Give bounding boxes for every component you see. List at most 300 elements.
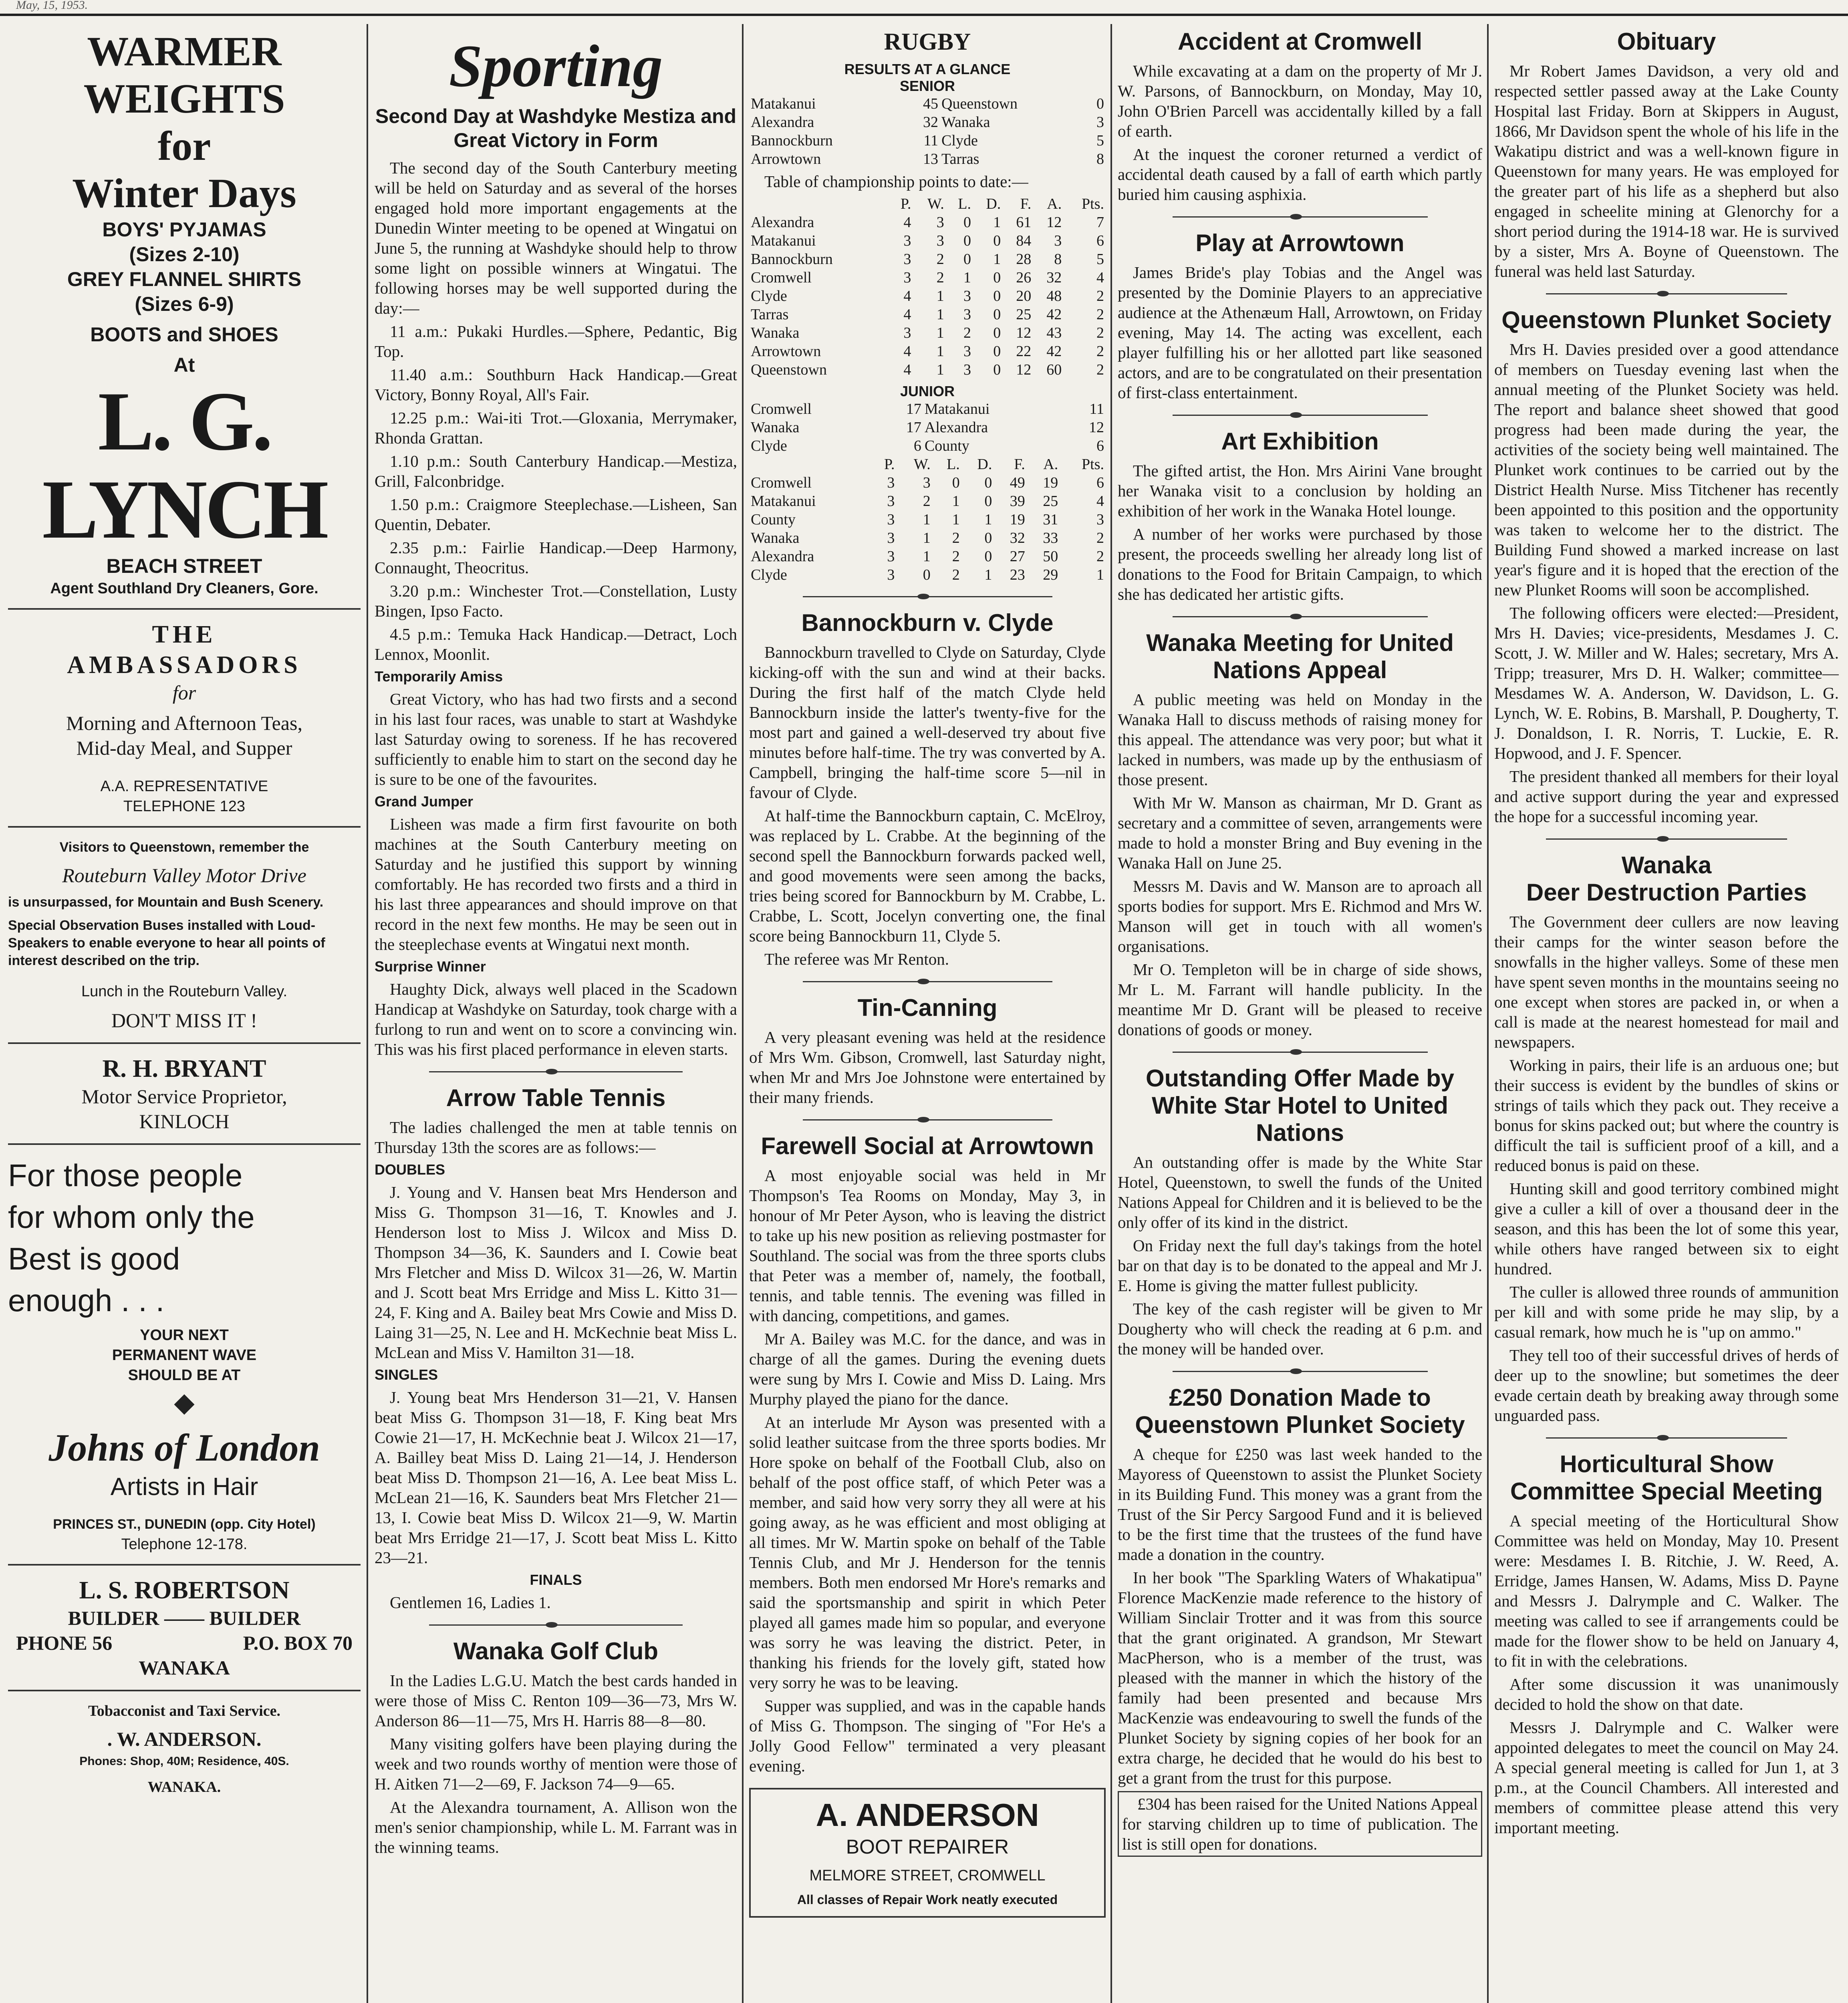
table-cell: Matakanui (751, 95, 816, 112)
table-row (749, 131, 1106, 150)
article-headline: Obituary (1617, 28, 1716, 55)
article-paragraph: Supper was supplied, and was in the capable hands of Miss G. Thompson. The singing of "For He's a Jolly Good Fellow" terminated a very pleasant evening. (749, 1697, 1106, 1775)
article-paragraph: A public meeting was held on Monday in the Wanaka Hall to discuss methods of raising money for this appeal. The attendance was very poor; but what it lacked in numbers, was made up by the enthusiasm of those present. (1118, 690, 1482, 789)
table-cell: 1 (1096, 566, 1104, 583)
ad-line: PRINCES ST., DUNEDIN (opp. City Hotel) (53, 1517, 316, 1532)
ad-warmer-weights (8, 28, 361, 598)
divider (1173, 1052, 1428, 1053)
ad-bryant (8, 1054, 361, 1134)
table-cell: 3 (936, 214, 944, 231)
column-news (1118, 28, 1482, 2003)
table-cell: 29 (1043, 566, 1058, 583)
subheading: Surprise Winner (375, 958, 486, 975)
article-paragraph: Table of championship points to date:— (764, 172, 1028, 191)
article-paragraph: Haughty Dick, always well placed in the Scadown Handicap at Washdyke on Saturday, took charge with a furlong to run and went on to score a convincing win. This was his first placed performance in eleven starts. (375, 980, 737, 1058)
table-header-row (749, 455, 1106, 474)
table-cell: 2 (1096, 306, 1104, 323)
ad-headline: WARMER (87, 28, 282, 75)
divider (1173, 1371, 1428, 1372)
article-paragraph: At the inquest the coroner returned a verdict of accidental death caused by a fall of earth which partly buried him causing asphixia. (1118, 145, 1482, 204)
table-cell: 0 (993, 361, 1001, 378)
table-cell: Cromwell (751, 269, 812, 286)
subheading: DOUBLES (375, 1161, 445, 1178)
ad-line: BOOTS and SHOES (90, 323, 278, 346)
junior-results-table (749, 400, 1106, 455)
table-cell: 6 (1096, 437, 1104, 454)
table-cell: 4 (903, 361, 911, 378)
article-headline: Accident at Cromwell (1177, 28, 1423, 55)
issue-date: May, 15, 1953. (16, 0, 88, 12)
table-header-cell: F. (1014, 456, 1025, 473)
article-paragraph: The gifted artist, the Hon. Mrs Airini Vane brought her Wanaka visit to a conclusion by holding an exhibition of her work in the Wanaka Hotel lounge. (1118, 461, 1482, 520)
article-paragraph: After some discussion it was unanimously decided to hold the show on that date. (1494, 1675, 1839, 1713)
table-row (749, 529, 1106, 547)
column-rule (1487, 24, 1489, 2003)
table-row (749, 474, 1106, 492)
table-cell: Alexandra (751, 548, 814, 565)
table-row (749, 113, 1106, 131)
divider (8, 1690, 361, 1691)
table-cell: 12 (1046, 214, 1062, 231)
ad-routeburn (8, 837, 361, 1033)
ad-line: MELMORE STREET, CROMWELL (809, 1867, 1046, 1884)
ad-w-anderson (8, 1701, 361, 1797)
table-cell: 25 (1016, 306, 1032, 323)
table-cell: 12 (1089, 419, 1104, 436)
divider (8, 1042, 361, 1044)
article-headline: Outstanding Offer Made by White Star Hotel to United Nations (1145, 1065, 1455, 1146)
boxed-notice: £304 has been raised for the United Nations Appeal for starving children up to time of publication. The list is still open for donations. (1118, 1791, 1482, 1857)
table-header-cell: D. (986, 195, 1001, 212)
article-headline: Farewell Social at Arrowtown (761, 1132, 1094, 1159)
section-title-sporting: Sporting (449, 33, 663, 99)
article-paragraph: Gentlemen 16, Ladies 1. (390, 1593, 551, 1612)
table-cell: Alexandra (751, 114, 814, 131)
race-entry: 12.25 p.m.: Wai-iti Trot.—Gloxania, Merrymaker, Rhonda Grattan. (375, 409, 737, 447)
table-cell: 2 (1096, 530, 1104, 546)
table-cell: 6 (1096, 474, 1104, 491)
ad-line: Lunch in the Routeburn Valley. (81, 983, 288, 1000)
table-cell: 3 (963, 288, 971, 304)
column-local (1494, 28, 1839, 2003)
table-cell: 0 (952, 474, 960, 491)
table-cell: Clyde (751, 437, 787, 454)
ad-line: THE (152, 621, 217, 648)
table-cell: 17 (906, 419, 921, 436)
table-cell: 3 (936, 232, 944, 249)
table-row (749, 437, 1106, 455)
table-row (749, 342, 1106, 361)
table-cell: 43 (1046, 324, 1062, 341)
table-row (749, 150, 1106, 168)
table-cell: Queenstown (751, 361, 827, 378)
table-header-cell: A. (1047, 195, 1062, 212)
race-entry: 3.20 p.m.: Winchester Trot.—Constellation, Lusty Bingen, Ipso Facto. (375, 582, 737, 620)
table-cell: Tarras (751, 306, 789, 323)
subheading: JUNIOR (900, 383, 955, 399)
table-cell: County (751, 511, 796, 528)
table-cell: 2 (1096, 361, 1104, 378)
table-cell: 1 (952, 511, 960, 528)
ad-line: Motor Service Proprietor, (81, 1085, 287, 1108)
table-cell: 1 (993, 214, 1001, 231)
race-entry: 11.40 a.m.: Southburn Hack Handicap.—Great Victory, Bonny Royal, All's Fair. (375, 365, 737, 404)
table-cell: 1 (936, 288, 944, 304)
table-cell: 3 (903, 269, 911, 286)
table-cell: 3 (887, 511, 895, 528)
table-cell: 4 (903, 214, 911, 231)
table-cell: 27 (1010, 548, 1025, 565)
ad-headline: A. ANDERSON (816, 1797, 1039, 1833)
table-header-cell (749, 455, 872, 474)
table-row (749, 250, 1106, 268)
table-cell: 2 (952, 566, 960, 583)
table-cell: 1 (984, 566, 992, 583)
divider (8, 826, 361, 828)
article-paragraph: The key of the cash register will be given to Mr Dougherty who will check the reading at 6 p.m. and the money will be handed over. (1118, 1300, 1482, 1358)
table-cell: Alexandra (924, 419, 988, 436)
article-paragraph: Messrs J. Dalrymple and C. Walker were appointed delegates to meet the council on May 24. A special general meeting is called for Jun 1, at 3 p.m., at the Council Chambers. All interested and members of committee please attend this very important meeting. (1494, 1718, 1839, 1837)
table-cell: 23 (1010, 566, 1025, 583)
table-cell: Arrowtown (751, 343, 821, 360)
article-paragraph: On Friday next the full day's takings from the hotel bar on that day is to be donated to the appeal and Mr J. E. Home is giving the matter fullest publicity. (1118, 1236, 1482, 1295)
divider (1546, 1437, 1787, 1439)
divider (429, 1624, 683, 1626)
ad-line: TELEPHONE 123 (123, 798, 246, 815)
table-cell: Clyde (941, 132, 978, 149)
table-cell: 0 (963, 232, 971, 249)
table-cell: 12 (1016, 324, 1032, 341)
table-cell: 19 (1043, 474, 1058, 491)
table-cell: Arrowtown (751, 151, 821, 167)
table-cell: Bannockburn (751, 251, 833, 268)
table-cell: 0 (993, 232, 1001, 249)
table-cell: 28 (1016, 251, 1032, 268)
ad-headline: for whom only the (8, 1199, 255, 1235)
table-row (749, 510, 1106, 529)
article-paragraph: In her book "The Sparkling Waters of Whakatipua" Florence MacKenzie made reference to the history of William Sinclair Trotter and it was from this source that the grant originated. A grandson, Mr Stewart MacPherson, who is a member of the trust, was pleased with the manner in which the history of the family had been presented and because Mrs MacKenzie was endeavouring to swell the funds of the Plunket Society by signing copies of her book for an extra charge, he decided that he would do his best to get a grant from the trust for this purpose. (1118, 1568, 1482, 1787)
table-cell: County (924, 437, 969, 454)
article-paragraph: Many visiting golfers have been playing during the week and two rounds worthy of mention were those of H. Aitken 71—2—69, F. Jackson 74—9—65. (375, 1735, 737, 1793)
article-headline: £250 Donation Made to Queenstown Plunket Society (1135, 1384, 1465, 1438)
column-advertisements (8, 28, 361, 2003)
table-cell: 3 (887, 530, 895, 546)
table-cell: 1 (993, 251, 1001, 268)
subheading: Temporarily Amiss (375, 668, 503, 685)
ad-line: SHOULD BE AT (128, 1367, 241, 1384)
article-paragraph: A most enjoyable social was held in Mr Thompson's Tea Rooms on Monday, May 3, in honour of Mr Peter Ayson, who is leaving the district to take up his new position as relieving postmaster for Southland. The social was from the three sports clubs that Peter was a member of, namely, the football, tennis, and table tennis. The evening was filled in with dancing, competitions, and games. (749, 1166, 1106, 1325)
table-cell: 7 (1096, 214, 1104, 231)
table-cell: 45 (923, 95, 939, 112)
table-cell: Cromwell (751, 401, 812, 417)
table-cell: 22 (1016, 343, 1032, 360)
article-paragraph: The ladies challenged the men at table tennis on Thursday 13th the scores are as follows:— (375, 1118, 737, 1157)
table-cell: 3 (923, 474, 931, 491)
table-cell: 1 (923, 548, 931, 565)
table-header-cell: Pts. (1082, 195, 1104, 212)
table-cell: 42 (1046, 306, 1062, 323)
divider (803, 596, 1052, 597)
article-paragraph: A number of her works were purchased by those present, the proceeds swelling her already long list of donations to the Food for Britain Campaign, to which she has dedicated her artistic gifts. (1118, 525, 1482, 603)
table-cell: 5 (1096, 132, 1104, 149)
article-headline: Art Exhibition (1221, 428, 1379, 455)
ad-headline: Winter Days (72, 170, 296, 216)
table-cell: 2 (1096, 548, 1104, 565)
article-headline: Play at Arrowtown (1195, 230, 1405, 256)
table-cell: 60 (1046, 361, 1062, 378)
table-header-cell: L. (958, 195, 971, 212)
article-paragraph: The following officers were elected:—President, Mrs H. Davies; vice-presidents, Mesdames J. C. Scott, J. W. Miller and W. Hales; secretary, Mrs A. Tripp; treasurer, Mrs D. H. Walker; committee—Mesdames W. A. Anderson, W. Davidson, L. G. Lynch, W. E. Robins, B. Marshall, P. Dougherty, T. J. Donaldson, I. R. Norris, T. Luckie, E. R. Hopwood, and J. F. Spencer. (1494, 604, 1839, 762)
ad-line: WANAKA. (147, 1779, 221, 1795)
article-headline: Second Day at Washdyke Mestiza and Great Victory in Form (375, 105, 737, 151)
table-cell: 8 (1096, 151, 1104, 167)
table-cell: 32 (923, 114, 939, 131)
table-header-cell: W. (913, 456, 931, 473)
table-cell: 2 (923, 493, 931, 510)
table-cell: 0 (993, 343, 1001, 360)
table-cell: 39 (1010, 493, 1025, 510)
table-cell: 84 (1016, 232, 1032, 249)
table-cell: 33 (1043, 530, 1058, 546)
table-cell: 13 (923, 151, 939, 167)
table-cell: Clyde (751, 566, 787, 583)
table-row (749, 213, 1106, 232)
table-cell: 0 (993, 306, 1001, 323)
table-cell: 0 (984, 474, 992, 491)
table-cell: 1 (936, 306, 944, 323)
diamond-ornament-icon (174, 1394, 195, 1415)
table-cell: 5 (1096, 251, 1104, 268)
divider (429, 1071, 683, 1072)
table-cell: 17 (906, 401, 921, 417)
ad-headline: enough . . . (8, 1283, 165, 1318)
table-cell: Matakanui (751, 493, 816, 510)
article-paragraph: At half-time the Bannockburn captain, C. McElroy, was replaced by L. Crabbe. At the beginning of the second spell the Bannockburn forwards packed well, and good movements were seen among the backs, tries being scored for Bannockburn by M. Crabbe, L. Crabbe, L. Scott, Jocelyn converting one, the final score being Bannockburn 11, Clyde 5. (749, 806, 1106, 945)
divider (1546, 838, 1787, 840)
table-row (749, 305, 1106, 324)
table-cell: 0 (984, 530, 992, 546)
column-rule (367, 24, 368, 2003)
senior-results (749, 95, 1106, 168)
table-cell: 1 (952, 493, 960, 510)
table-cell: 4 (903, 288, 911, 304)
table-cell: 0 (993, 288, 1001, 304)
table-cell: 31 (1043, 511, 1058, 528)
table-cell: Bannockburn (751, 132, 833, 149)
ad-line: All classes of Repair Work neatly executed (797, 1892, 1058, 1907)
ad-line: A.A. REPRESENTATIVE (100, 778, 268, 795)
ad-headline: . W. ANDERSON. (107, 1728, 262, 1750)
table-cell: 1 (923, 530, 931, 546)
article-paragraph: Lisheen was made a firm first favourite on both machines at the South Canterbury meeting on Saturday and he justified this support by winning comfortably. He has recorded two firsts and a third in his last three appearances and should improve on that record in the next few months. He may be seen out in the steeplechase events at Wingatui next month. (375, 815, 737, 953)
table-header-cell: A. (1043, 456, 1058, 473)
table-cell: Matakanui (924, 401, 990, 417)
article-paragraph: The president thanked all members for their loyal and active support during the year and expressed the hope for a successful incoming year. (1494, 767, 1839, 826)
table-cell: 0 (984, 493, 992, 510)
ad-line: Agent Southland Dry Cleaners, Gore. (50, 580, 318, 597)
table-cell: 42 (1046, 343, 1062, 360)
ad-line: Artists in Hair (110, 1473, 258, 1501)
article-paragraph: J. Young and V. Hansen beat Mrs Henderson and Miss G. Thompson 31—16, T. Knowles and J. Henderson lost to Miss J. Wilcox and Miss D. Thompson 34—36, K. Saunders and I. Cowie beat Mrs Fletcher and Miss D. Wilcox 31—26, W. Martin and J. Scott beat Mrs Erridge and Miss L. Kitto 31—24, F. King and A. Bailey beat Mrs Cowie and Miss D. Laing 31—25, N. Lee and H. McKechnie beat Miss L. McLean and Miss V. Hamilton 31—18. (375, 1183, 737, 1362)
ad-line: Tobacconist and Taxi Service. (88, 1703, 280, 1719)
article-paragraph: A very pleasant evening was held at the residence of Mrs Wm. Gibson, Cromwell, last Saturday night, when Mr and Mrs Joe Johnstone were entertained by their many friends. (749, 1028, 1106, 1106)
ad-line: KINLOCH (139, 1110, 230, 1132)
ad-headline: for (157, 123, 211, 169)
table-row (749, 268, 1106, 287)
table-cell: 1 (963, 269, 971, 286)
ad-headline: For those people (8, 1158, 243, 1193)
table-cell: 48 (1046, 288, 1062, 304)
table-cell: 19 (1010, 511, 1025, 528)
article-headline: Horticultural Show Committee Special Meeting (1510, 1451, 1823, 1505)
table-cell: 0 (993, 269, 1001, 286)
table-row (749, 287, 1106, 305)
divider (1173, 415, 1428, 416)
senior-championship-table (749, 195, 1106, 379)
ad-line: Phones: Shop, 40M; Residence, 40S. (79, 1755, 289, 1768)
ad-phone: PHONE 56 (16, 1632, 113, 1654)
divider (803, 1119, 1052, 1120)
table-header-cell: D. (977, 456, 992, 473)
table-cell: 3 (963, 343, 971, 360)
table-cell: 4 (903, 306, 911, 323)
ad-line: WANAKA (139, 1656, 230, 1679)
table-cell: 1 (923, 511, 931, 528)
ad-line: for (172, 681, 196, 704)
article-headline: Bannockburn v. Clyde (801, 609, 1054, 636)
ad-a-anderson (749, 1788, 1106, 1918)
table-header-cell: P. (884, 456, 895, 473)
table-cell: 8 (1054, 251, 1062, 268)
article-paragraph: The second day of the South Canterbury meeting will be held on Saturday and as several of the horses engaged hold more important engagements at the Dunedin Winter meeting to be opened at Wingatui on June 5, the running at Washdyke should help to throw some light on possible winners at Wingatui. The following horses may be well supported during the day:— (375, 159, 737, 317)
ad-headline: WEIGHTS (83, 76, 285, 122)
table-cell: 49 (1010, 474, 1025, 491)
subheading: SINGLES (375, 1366, 438, 1383)
ad-po-box: P.O. BOX 70 (243, 1632, 353, 1654)
table-cell: 4 (903, 343, 911, 360)
table-header-cell: W. (927, 195, 944, 212)
table-cell: 32 (1046, 269, 1062, 286)
table-cell: Wanaka (751, 530, 800, 546)
ad-logo-script: Johns of London (48, 1426, 320, 1469)
table-cell: Wanaka (941, 114, 990, 131)
table-cell: Tarras (941, 151, 979, 167)
article-headline: Queenstown Plunket Society (1501, 306, 1832, 333)
table-cell: Alexandra (751, 214, 814, 231)
table-row (749, 232, 1106, 250)
article-paragraph: While excavating at a dam on the property of Mr J. W. Parsons, of Bannockburn, on Monday, May 10, John O'Brien Parcell was accidentally killed by a fall of earth. (1118, 62, 1482, 140)
ad-line: PERMANENT WAVE (112, 1347, 257, 1364)
article-paragraph: The culler is allowed three rounds of ammunition per kill and with some pride he may slip, by a casual remark, how much he is "up on ammo." (1494, 1283, 1839, 1341)
table-cell: 0 (1096, 95, 1104, 112)
ad-johns-of-london (8, 1155, 361, 1554)
table-cell: 26 (1016, 269, 1032, 286)
ad-line: Telephone 12-178. (121, 1536, 248, 1553)
table-cell: 0 (963, 214, 971, 231)
table-cell: 1 (936, 343, 944, 360)
table-cell: 2 (1096, 343, 1104, 360)
article-paragraph: In the Ladies L.G.U. Match the best cards handed in were those of Miss C. Renton 109—36—73, Mrs W. Anderson 86—11—75, Mrs H. Harris 88—8—80. (375, 1671, 737, 1730)
divider (1546, 293, 1787, 294)
article-paragraph: An outstanding offer is made by the White Star Hotel, Queenstown, to swell the funds of the United Nations Appeal for Children and it is believed to be the only offer of its kind in the district. (1118, 1153, 1482, 1231)
ad-line: Mid-day Meal, and Supper (76, 737, 292, 759)
column-rugby (749, 28, 1106, 2003)
subheading: Grand Jumper (375, 793, 474, 810)
table-row (749, 324, 1106, 342)
ad-line: YOUR NEXT (140, 1327, 229, 1344)
table-cell: Wanaka (751, 419, 800, 436)
table-cell: 3 (963, 306, 971, 323)
race-entry: 2.35 p.m.: Fairlie Handicap.—Deep Harmony, Connaught, Theocritus. (375, 538, 737, 577)
article-headline: Tin-Canning (857, 994, 998, 1021)
ad-line: At (173, 354, 195, 376)
ad-line: Visitors to Queenstown, remember the (59, 840, 309, 855)
table-cell: 1 (936, 361, 944, 378)
table-cell: 1 (936, 324, 944, 341)
table-row (749, 418, 1106, 437)
table-cell: Wanaka (751, 324, 800, 341)
ad-line: Morning and Afternoon Teas, (66, 712, 302, 734)
table-cell: 3 (903, 232, 911, 249)
article-paragraph: Mr O. Templeton will be in charge of side shows, Mr L. M. Farrant will handle publicity. In the meantime Mr D. Grant will be pleased to receive donations of goods or money. (1118, 960, 1482, 1039)
article-paragraph: With Mr W. Manson as chairman, Mr D. Grant as secretary and a committee of seven, arrangements were made to hold a monster Bring and Buy evening in the Wanaka Hall on June 25. (1118, 794, 1482, 872)
race-entry: 1.10 p.m.: South Canterbury Handicap.—Mestiza, Grill, Falconbridge. (375, 452, 737, 490)
divider (803, 981, 1052, 982)
table-cell: 12 (1016, 361, 1032, 378)
race-entry: 11 a.m.: Pukaki Hurdles.—Sphere, Pedantic, Big Top. (375, 322, 737, 361)
divider (8, 1564, 361, 1566)
article-headline: Wanaka (1621, 852, 1712, 879)
table-cell: 1 (984, 511, 992, 528)
article-paragraph: Working in pairs, their life is an arduous one; but their success is evident by the bundles of skins or strings of tails which they pack out. They receive a bonus for skins packed out; but where the country is difficult the tail is sufficient proof of a kill, and a reduced bonus is paid on these. (1494, 1056, 1839, 1175)
table-cell: 3 (887, 566, 895, 583)
ad-line: (Sizes 2-10) (129, 243, 240, 266)
ad-line: DON'T MISS IT ! (111, 1009, 258, 1032)
table-cell: 3 (1096, 511, 1104, 528)
table-cell: 4 (1096, 493, 1104, 510)
table-cell: Queenstown (941, 95, 1018, 112)
divider (1173, 216, 1428, 218)
subheading: FINALS (530, 1572, 582, 1588)
senior-results-table (749, 95, 1106, 168)
table-cell: 25 (1043, 493, 1058, 510)
ad-robertson (8, 1575, 361, 1680)
table-cell: 3 (887, 493, 895, 510)
divider (8, 1143, 361, 1145)
table-cell: 20 (1016, 288, 1032, 304)
ad-headline: AMBASSADORS (67, 651, 302, 679)
table-row (749, 400, 1106, 418)
article-paragraph: A cheque for £250 was last week handed to the Mayoress of Queenstown to assist the Plunket Society in its Building Fund. This money was a grant from the Trust of the Sir Percy Sargood Fund and it is believed to be the first time that the trustees of the fund have made a donation in the country. (1118, 1445, 1482, 1564)
table-cell: 11 (1089, 401, 1104, 417)
table-cell: Cromwell (751, 474, 812, 491)
table-row (749, 95, 1106, 113)
table-cell: 3 (963, 361, 971, 378)
article-paragraph: Bannockburn travelled to Clyde on Saturday, Clyde kicking-off with the sun and wind at their backs. During the first half of the match Clyde held Bannockburn inside the latter's twenty-five for the most part and gained a well-deserved try about five minutes before half-time. The try was converted by A. Campbell, bringing the half-time score 5—nil in favour of Clyde. (749, 643, 1106, 802)
article-paragraph: Messrs M. Davis and W. Manson are to aproach all sports bodies for support. Mrs E. Richmod and Mrs W. Manson will get in touch with all women's organisations. (1118, 877, 1482, 955)
table-cell: Matakanui (751, 232, 816, 249)
table-cell: Clyde (751, 288, 787, 304)
article-paragraph: The referee was Mr Renton. (764, 950, 949, 968)
table-cell: 32 (1010, 530, 1025, 546)
subheading: SENIOR (899, 78, 955, 94)
table-header-cell: F. (1020, 195, 1032, 212)
column-sporting (375, 28, 737, 2003)
table-cell: 0 (993, 324, 1001, 341)
article-paragraph: Mrs H. Davies presided over a good attendance of members on Tuesday evening last when the annual meeting of the Plunket Society was held. The report and balance sheet showed that good progress had been made during the year, the activities of the society being well maintained. The Plunket work continues to be carried out by the District Health Nurse. Miss Titchener has recently been appointed to this position and the opportunity was taken to welcome her to the district. The Building Fund showed a marked increase on last year's figure and it is hoped that the erection of the new Plunket Rooms will soon be accomplished. (1494, 340, 1839, 599)
article-paragraph: A special meeting of the Horticultural Show Committee was held on Monday, May 10. Present were: Mesdames I. B. Ritchie, J. W. Reed, A. Erridge, James Hansen, W. Adams, Miss D. Payne and Messrs J. Dalrymple and C. Walker. The meeting was called to see if arrangements could be made for the flower show to be held on January 4, to fit in with the celebrations. (1494, 1511, 1839, 1670)
table-cell: 6 (1096, 232, 1104, 249)
